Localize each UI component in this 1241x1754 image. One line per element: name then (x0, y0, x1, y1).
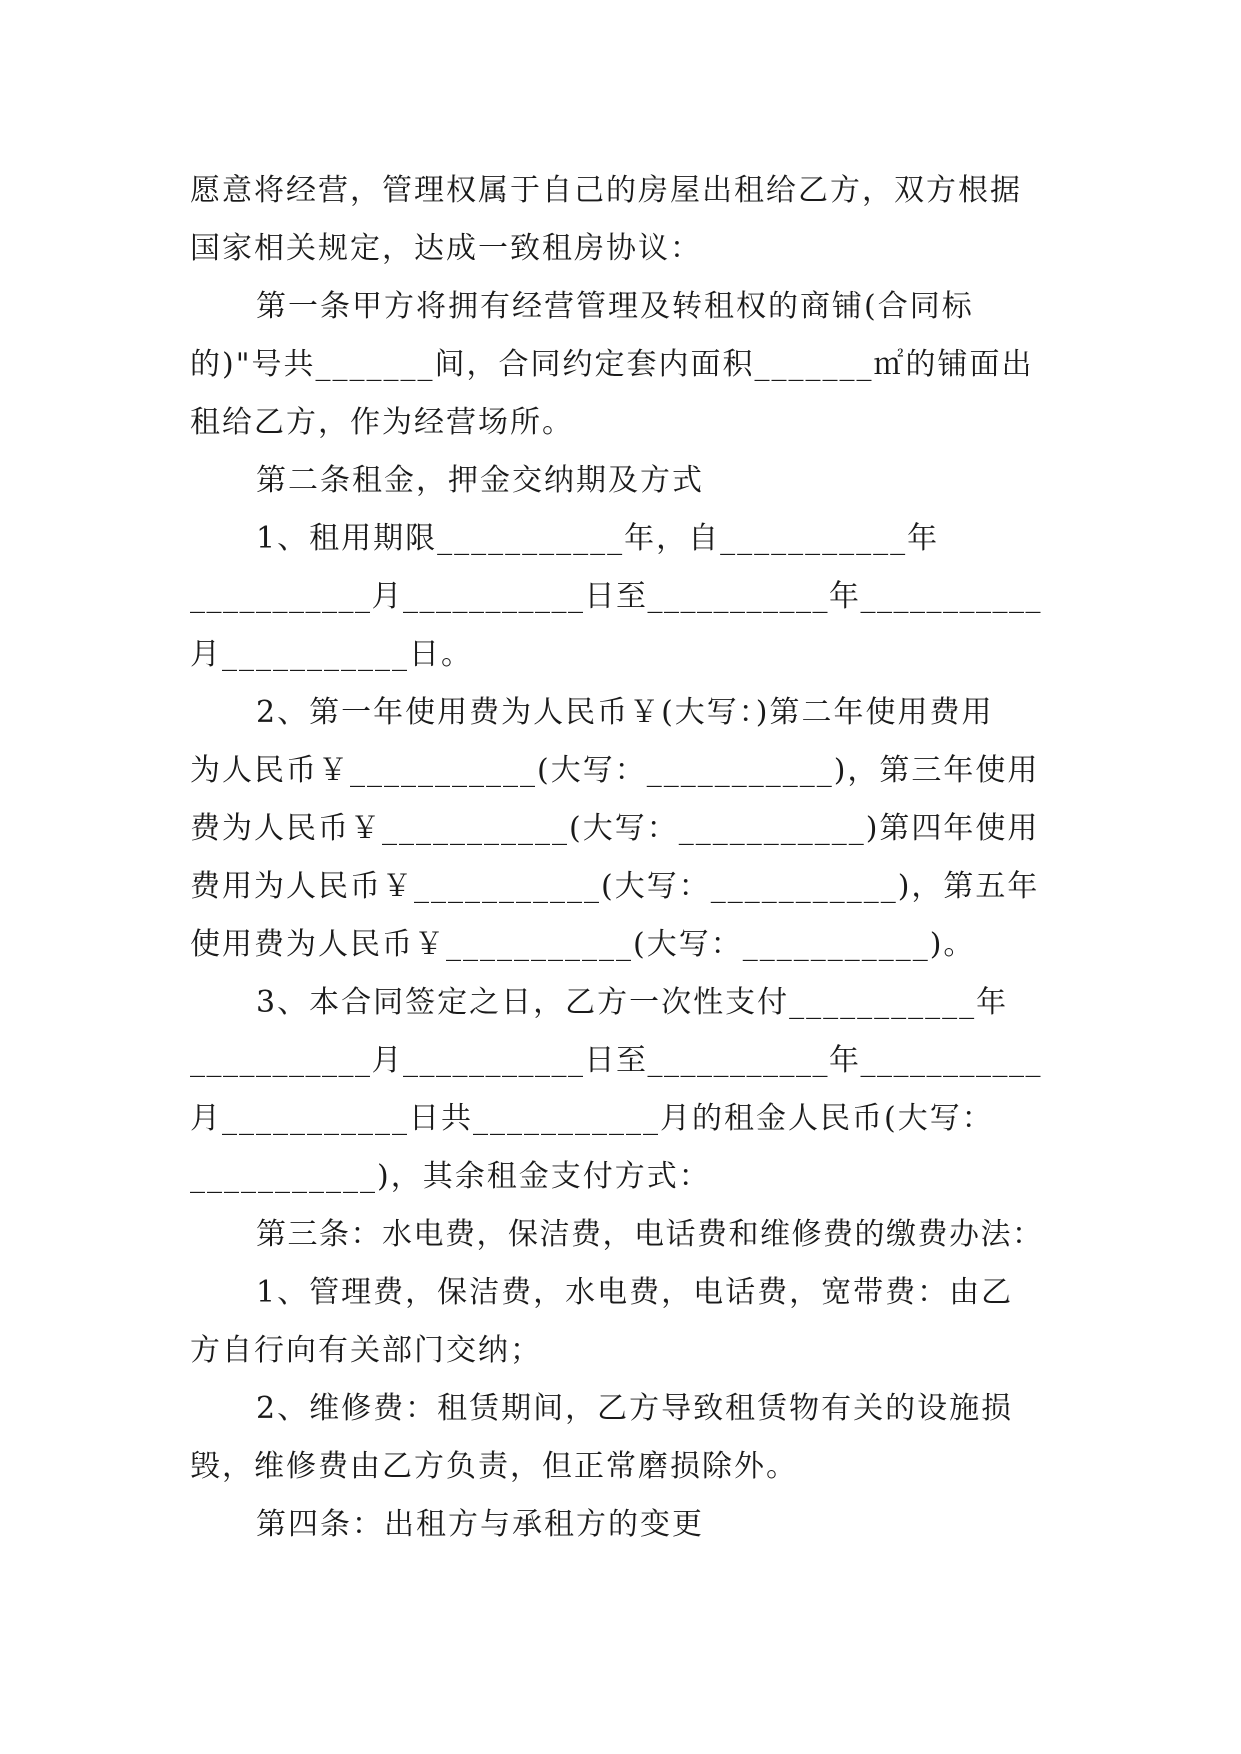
text-line: 方自行向有关部门交纳； (190, 1333, 542, 1368)
text-line: ___________月___________日至___________年___________ (190, 579, 1042, 614)
text-line: 月___________日共___________月的租金人民币(大写： (190, 1101, 994, 1136)
text-line: 2、第一年使用费为人民币￥(大写：)第二年使用费用 (256, 695, 994, 730)
contract-body (190, 162, 1052, 1554)
text-line: 2、维修费：租赁期间，乙方导致租赁物有关的设施损 (256, 1391, 1014, 1426)
text-line: ___________)，其余租金支付方式： (190, 1159, 711, 1194)
text-line: 1、租用期限___________年，自___________年 (256, 521, 940, 556)
text-line: 月___________日。 (190, 637, 473, 672)
text-line: 1、管理费，保洁费，水电费，电话费，宽带费：由乙 (256, 1275, 1014, 1310)
text-line: 费为人民币￥___________(大写：___________)第四年使用 (190, 811, 1040, 846)
clause-1-heading: 第一条甲方将拥有经营管理及转租权的商铺(合同标 (256, 289, 974, 324)
text-line: 使用费为人民币￥___________(大写：___________)。 (190, 927, 976, 962)
text-line: 国家相关规定，达成一致租房协议： (190, 231, 702, 266)
text-line: 3、本合同签定之日，乙方一次性支付___________年 (256, 985, 1009, 1020)
text-line: ___________月___________日至___________年___________ (190, 1043, 1042, 1078)
text-line: 为人民币￥___________(大写：___________)，第三年使用 (190, 753, 1040, 788)
clause-2-heading: 第二条租金，押金交纳期及方式 (256, 463, 704, 498)
text-line: 毁，维修费由乙方负责，但正常磨损除外。 (190, 1449, 798, 1484)
text-line: 租给乙方，作为经营场所。 (190, 405, 574, 440)
text-line: 费用为人民币￥___________(大写：___________)，第五年 (190, 869, 1040, 904)
clause-3-heading: 第三条：水电费，保洁费，电话费和维修费的缴费办法： (256, 1217, 1044, 1252)
clause-4-heading: 第四条：出租方与承租方的变更 (256, 1507, 704, 1542)
text-line: 愿意将经营，管理权属于自己的房屋出租给乙方，双方根据 (190, 173, 1022, 208)
text-line: 的)"号共_______间，合同约定套内面积_______㎡的铺面出 (190, 347, 1034, 382)
